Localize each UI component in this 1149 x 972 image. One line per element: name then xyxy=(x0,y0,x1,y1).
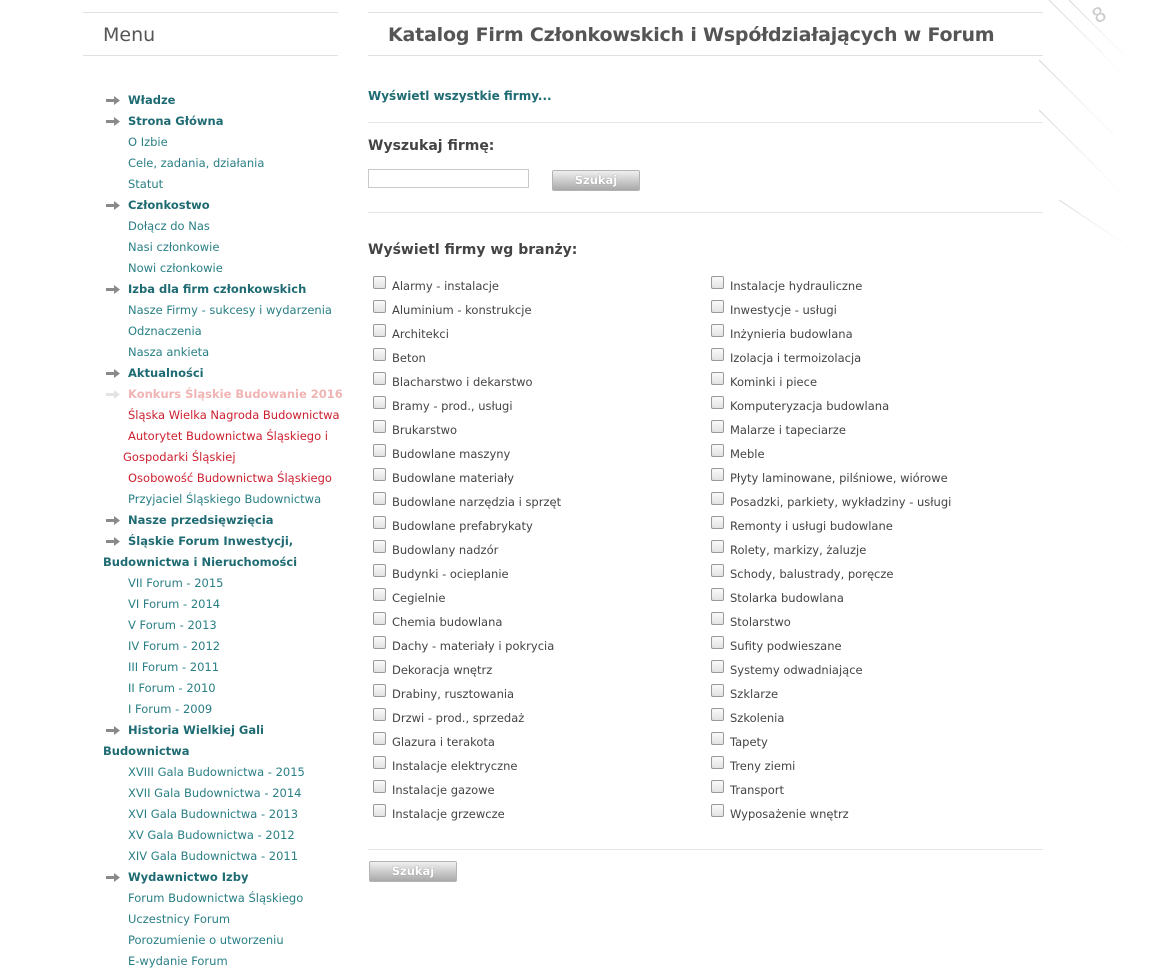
sidebar-item-label: Forum Budownictwa Śląskiego xyxy=(128,891,304,905)
category-row xyxy=(368,394,698,418)
sidebar-item-label: Gospodarki Śląskiej xyxy=(123,450,236,464)
category-label: Instalacje gazowe xyxy=(392,783,495,797)
sidebar-item-label: Porozumienie o utworzeniu xyxy=(128,933,284,947)
category-row xyxy=(706,562,1036,586)
category-row xyxy=(706,394,1036,418)
category-checkbox[interactable] xyxy=(711,564,724,577)
arrow-right-icon xyxy=(106,516,120,525)
category-checkbox[interactable] xyxy=(711,516,724,529)
sidebar-item-label: XIV Gala Budownictwa - 2011 xyxy=(128,849,299,863)
sidebar-item[interactable] xyxy=(103,615,343,636)
category-checkbox[interactable] xyxy=(711,732,724,745)
category-checkbox[interactable] xyxy=(373,348,386,361)
sidebar-item-label: Śląskie Forum Inwestycji, xyxy=(128,534,294,548)
category-checkbox[interactable] xyxy=(373,780,386,793)
category-label: Wyposażenie wnętrz xyxy=(730,807,849,821)
sidebar-item-label: E-wydanie Forum xyxy=(128,954,228,968)
sidebar-item[interactable] xyxy=(103,720,343,741)
category-label: Chemia budowlana xyxy=(392,615,503,629)
category-checkbox[interactable] xyxy=(373,708,386,721)
sidebar-item[interactable] xyxy=(103,468,343,489)
sidebar-item-label: Autorytet Budownictwa Śląskiego i xyxy=(128,429,328,443)
main-header xyxy=(368,12,1043,56)
category-row xyxy=(368,562,698,586)
sidebar-item-label: VII Forum - 2015 xyxy=(128,576,224,590)
category-checkbox[interactable] xyxy=(373,540,386,553)
sidebar-item-label: Budownictwa i Nieruchomości xyxy=(103,555,298,569)
sidebar-item-label: I Forum - 2009 xyxy=(128,702,213,716)
category-label: Instalacje hydrauliczne xyxy=(730,279,863,293)
category-label: Inwestycje - usługi xyxy=(730,303,837,317)
category-row xyxy=(706,466,1036,490)
sidebar-item[interactable] xyxy=(103,363,343,384)
category-row xyxy=(706,346,1036,370)
sidebar-item[interactable] xyxy=(103,216,343,237)
sidebar-item[interactable] xyxy=(103,930,343,951)
category-checkbox[interactable] xyxy=(711,444,724,457)
category-checkbox[interactable] xyxy=(373,444,386,457)
sidebar-item[interactable] xyxy=(103,783,343,804)
sidebar-item[interactable] xyxy=(103,657,343,678)
category-label: Budowlany nadzór xyxy=(392,543,499,557)
category-row xyxy=(706,682,1036,706)
arrow-right-icon xyxy=(106,390,120,399)
arrow-right-icon xyxy=(106,537,120,546)
category-row xyxy=(706,538,1036,562)
sidebar-item-label: Nasi członkowie xyxy=(128,240,220,254)
sidebar-item[interactable] xyxy=(103,111,343,132)
sidebar-item-label: Nasza ankieta xyxy=(128,345,210,359)
search-input[interactable] xyxy=(368,169,529,188)
sidebar-item-label: V Forum - 2013 xyxy=(128,618,217,632)
sidebar-item[interactable] xyxy=(103,405,343,426)
sidebar-item-label: Aktualności xyxy=(128,366,204,380)
category-row xyxy=(706,274,1036,298)
category-checkbox[interactable] xyxy=(373,300,386,313)
category-row xyxy=(368,610,698,634)
branch-label: Wyświetl firmy wg branży: xyxy=(368,242,578,258)
divider xyxy=(368,212,1043,213)
category-row xyxy=(368,682,698,706)
show-all-link[interactable]: Wyświetl wszystkie firmy... xyxy=(368,89,552,103)
category-row xyxy=(706,370,1036,394)
category-label: Rolety, markizy, żaluzje xyxy=(730,543,867,557)
category-row xyxy=(368,298,698,322)
sidebar-item[interactable] xyxy=(103,636,343,657)
sidebar-item[interactable] xyxy=(103,804,343,825)
category-label: Glazura i terakota xyxy=(392,735,495,749)
category-label: Drzwi - prod., sprzedaż xyxy=(392,711,525,725)
category-row xyxy=(368,442,698,466)
category-label: Posadzki, parkiety, wykładziny - usługi xyxy=(730,495,952,509)
sidebar-item[interactable] xyxy=(103,825,343,846)
sidebar-item[interactable] xyxy=(103,90,343,111)
category-row xyxy=(368,778,698,802)
sidebar-item[interactable] xyxy=(103,510,343,531)
category-checkbox[interactable] xyxy=(373,492,386,505)
category-label: Szklarze xyxy=(730,687,779,701)
category-row xyxy=(368,658,698,682)
sidebar-item-label: Przyjaciel Śląskiego Budownictwa xyxy=(128,492,322,506)
sidebar-item-label: Statut xyxy=(128,177,164,191)
sidebar-item[interactable] xyxy=(103,573,343,594)
category-label: Transport xyxy=(730,783,784,797)
category-row xyxy=(368,706,698,730)
category-row xyxy=(706,658,1036,682)
sidebar-item[interactable] xyxy=(103,699,343,720)
category-label: Architekci xyxy=(392,327,449,341)
category-label: Sufity podwieszane xyxy=(730,639,842,653)
category-label: Szkolenia xyxy=(730,711,785,725)
category-label: Blacharstwo i dekarstwo xyxy=(392,375,533,389)
category-label: Tapety xyxy=(730,735,768,749)
category-row xyxy=(706,514,1036,538)
category-row xyxy=(706,706,1036,730)
category-row xyxy=(368,322,698,346)
sidebar-item[interactable] xyxy=(103,237,343,258)
sidebar-item-label: Strona Główna xyxy=(128,114,224,128)
sidebar-item[interactable] xyxy=(103,426,343,447)
sidebar-item-label: Osobowość Budownictwa Śląskiego xyxy=(128,471,332,485)
category-label: Dachy - materiały i pokrycia xyxy=(392,639,555,653)
category-checkbox[interactable] xyxy=(373,588,386,601)
category-label: Budynki - ocieplanie xyxy=(392,567,509,581)
category-checkbox[interactable] xyxy=(711,612,724,625)
category-checkbox[interactable] xyxy=(373,276,386,289)
category-checkbox[interactable] xyxy=(373,372,386,385)
category-row xyxy=(368,466,698,490)
sidebar-item[interactable] xyxy=(103,867,343,888)
sidebar-item[interactable] xyxy=(103,279,343,300)
category-checkbox[interactable] xyxy=(711,540,724,553)
category-label: Budowlane narzędzia i sprzęt xyxy=(392,495,562,509)
sidebar-item[interactable] xyxy=(103,741,343,762)
category-checkbox[interactable] xyxy=(373,468,386,481)
category-checkbox[interactable] xyxy=(711,492,724,505)
sidebar xyxy=(83,12,343,968)
category-label: Schody, balustrady, poręcze xyxy=(730,567,894,581)
category-checkbox[interactable] xyxy=(711,636,724,649)
sidebar-item-label: Dołącz do Nas xyxy=(128,219,210,233)
category-label: Instalacje elektryczne xyxy=(392,759,518,773)
category-checkbox[interactable] xyxy=(373,324,386,337)
category-label: Dekoracja wnętrz xyxy=(392,663,493,677)
category-row xyxy=(368,634,698,658)
category-checkbox[interactable] xyxy=(711,324,724,337)
sidebar-item[interactable] xyxy=(103,531,343,552)
sidebar-item[interactable] xyxy=(103,342,343,363)
main-content xyxy=(368,12,1043,878)
category-row xyxy=(368,754,698,778)
category-label: Aluminium - konstrukcje xyxy=(392,303,532,317)
category-checkbox[interactable] xyxy=(373,636,386,649)
category-row xyxy=(368,490,698,514)
sidebar-item[interactable] xyxy=(103,195,343,216)
sidebar-item[interactable] xyxy=(103,888,343,909)
sidebar-title: Menu xyxy=(103,24,156,46)
category-label: Bramy - prod., usługi xyxy=(392,399,513,413)
sidebar-item[interactable] xyxy=(103,300,343,321)
category-row xyxy=(706,298,1036,322)
category-row xyxy=(706,634,1036,658)
arrow-right-icon xyxy=(106,369,120,378)
sidebar-item-label: O Izbie xyxy=(128,135,168,149)
category-checkbox[interactable] xyxy=(373,612,386,625)
sidebar-item[interactable] xyxy=(103,489,343,510)
category-checkbox[interactable] xyxy=(711,660,724,673)
sidebar-item-label: Nowi członkowie xyxy=(128,261,223,275)
svg-text:8: 8 xyxy=(1087,1,1111,29)
category-row xyxy=(706,322,1036,346)
category-label: Treny ziemi xyxy=(730,759,796,773)
category-checkbox[interactable] xyxy=(711,588,724,601)
sidebar-item-label: Konkurs Śląskie Budowanie 2016 xyxy=(128,387,343,401)
category-label: Izolacja i termoizolacja xyxy=(730,351,862,365)
category-label: Instalacje grzewcze xyxy=(392,807,505,821)
sidebar-item-label: III Forum - 2011 xyxy=(128,660,220,674)
submit-button[interactable]: Szukaj xyxy=(369,861,457,882)
category-checkbox[interactable] xyxy=(711,396,724,409)
sidebar-item-label: Odznaczenia xyxy=(128,324,202,338)
sidebar-item[interactable] xyxy=(103,846,343,867)
page-title: Katalog Firm Członkowskich i Współdziałających w Forum xyxy=(388,24,995,46)
category-row xyxy=(368,346,698,370)
category-label: Alarmy - instalacje xyxy=(392,279,499,293)
category-column-left xyxy=(368,274,698,826)
sidebar-item-label: XVII Gala Budownictwa - 2014 xyxy=(128,786,302,800)
sidebar-item[interactable] xyxy=(103,384,343,405)
category-label: Budowlane materiały xyxy=(392,471,515,485)
sidebar-item[interactable] xyxy=(103,594,343,615)
category-row xyxy=(706,778,1036,802)
sidebar-item[interactable] xyxy=(103,762,343,783)
sidebar-item[interactable] xyxy=(103,552,343,573)
sidebar-item-label: Wydawnictwo Izby xyxy=(128,870,249,884)
category-checkbox[interactable] xyxy=(373,420,386,433)
divider xyxy=(368,122,1043,123)
sidebar-item-label: Członkostwo xyxy=(128,198,210,212)
sidebar-item[interactable] xyxy=(103,153,343,174)
sidebar-item-label: Śląska Wielka Nagroda Budownictwa xyxy=(128,408,340,422)
sidebar-item-label: Władze xyxy=(128,93,176,107)
arrow-right-icon xyxy=(106,96,120,105)
category-row xyxy=(706,754,1036,778)
category-label: Stolarstwo xyxy=(730,615,791,629)
category-checkbox[interactable] xyxy=(373,564,386,577)
category-row xyxy=(706,802,1036,826)
category-label: Inżynieria budowlana xyxy=(730,327,853,341)
category-checkbox[interactable] xyxy=(711,348,724,361)
sidebar-item[interactable] xyxy=(103,447,343,468)
category-row xyxy=(368,802,698,826)
sidebar-header xyxy=(83,12,338,56)
category-label: Cegielnie xyxy=(392,591,446,605)
category-row xyxy=(368,730,698,754)
category-label: Drabiny, rusztowania xyxy=(392,687,515,701)
category-checkbox[interactable] xyxy=(373,660,386,673)
category-checkbox[interactable] xyxy=(373,756,386,769)
category-row xyxy=(368,274,698,298)
category-checkbox[interactable] xyxy=(711,708,724,721)
sidebar-item-label: Budownictwa xyxy=(103,744,190,758)
sidebar-item-label: IV Forum - 2012 xyxy=(128,639,221,653)
category-checkbox[interactable] xyxy=(711,420,724,433)
sidebar-item-label: XV Gala Budownictwa - 2012 xyxy=(128,828,295,842)
category-row xyxy=(706,586,1036,610)
arrow-right-icon xyxy=(106,201,120,210)
category-checkbox[interactable] xyxy=(711,780,724,793)
sidebar-item-label: Historia Wielkiej Gali xyxy=(128,723,264,737)
sidebar-item-label: Cele, zadania, działania xyxy=(128,156,265,170)
category-label: Meble xyxy=(730,447,765,461)
category-checkbox[interactable] xyxy=(373,684,386,697)
category-label: Stolarka budowlana xyxy=(730,591,844,605)
category-label: Kominki i piece xyxy=(730,375,818,389)
search-label: Wyszukaj firmę: xyxy=(368,138,495,154)
sidebar-item-label: VI Forum - 2014 xyxy=(128,597,221,611)
sidebar-item-label: Uczestnicy Forum xyxy=(128,912,231,926)
category-row xyxy=(706,418,1036,442)
category-checkbox[interactable] xyxy=(711,684,724,697)
sidebar-item[interactable] xyxy=(103,909,343,930)
category-checkbox[interactable] xyxy=(373,804,386,817)
category-label: Brukarstwo xyxy=(392,423,458,437)
category-row xyxy=(368,418,698,442)
category-column-right xyxy=(706,274,1036,826)
search-button[interactable]: Szukaj xyxy=(552,170,640,191)
sidebar-item-label: Izba dla firm członkowskich xyxy=(128,282,307,296)
category-checkbox[interactable] xyxy=(711,756,724,769)
arrow-right-icon xyxy=(106,873,120,882)
sidebar-item[interactable] xyxy=(103,678,343,699)
category-checkbox[interactable] xyxy=(711,804,724,817)
background-decoration xyxy=(1039,0,1149,330)
category-row xyxy=(706,490,1036,514)
sidebar-item-label: Nasze Firmy - sukcesy i wydarzenia xyxy=(128,303,332,317)
category-row xyxy=(706,610,1036,634)
category-row xyxy=(368,538,698,562)
sidebar-item[interactable] xyxy=(103,132,343,153)
category-checkbox[interactable] xyxy=(711,372,724,385)
sidebar-item-label: XVI Gala Budownictwa - 2013 xyxy=(128,807,299,821)
category-label: Beton xyxy=(392,351,426,365)
category-label: Płyty laminowane, pilśniowe, wiórowe xyxy=(730,471,948,485)
category-row xyxy=(368,586,698,610)
category-checkbox[interactable] xyxy=(711,300,724,313)
category-row xyxy=(706,442,1036,466)
arrow-right-icon xyxy=(106,117,120,126)
sidebar-item[interactable] xyxy=(103,321,343,342)
category-checkbox[interactable] xyxy=(373,396,386,409)
category-label: Malarze i tapeciarze xyxy=(730,423,846,437)
category-checkbox[interactable] xyxy=(711,276,724,289)
category-checkbox[interactable] xyxy=(711,468,724,481)
divider xyxy=(368,849,1043,850)
sidebar-item-label: Nasze przedsięwzięcia xyxy=(128,513,274,527)
category-checkbox[interactable] xyxy=(373,732,386,745)
sidebar-item[interactable] xyxy=(103,258,343,279)
category-label: Komputeryzacja budowlana xyxy=(730,399,890,413)
category-label: Budowlane maszyny xyxy=(392,447,511,461)
sidebar-item-label: XVIII Gala Budownictwa - 2015 xyxy=(128,765,305,779)
category-label: Systemy odwadniające xyxy=(730,663,863,677)
sidebar-item[interactable] xyxy=(103,951,343,972)
arrow-right-icon xyxy=(106,726,120,735)
category-label: Remonty i usługi budowlane xyxy=(730,519,893,533)
category-label: Budowlane prefabrykaty xyxy=(392,519,533,533)
arrow-right-icon xyxy=(106,285,120,294)
category-row xyxy=(368,514,698,538)
sidebar-item[interactable] xyxy=(103,174,343,195)
category-row xyxy=(706,730,1036,754)
sidebar-item-label: II Forum - 2010 xyxy=(128,681,216,695)
category-row xyxy=(368,370,698,394)
category-checkbox[interactable] xyxy=(373,516,386,529)
sidebar-menu xyxy=(103,90,343,972)
